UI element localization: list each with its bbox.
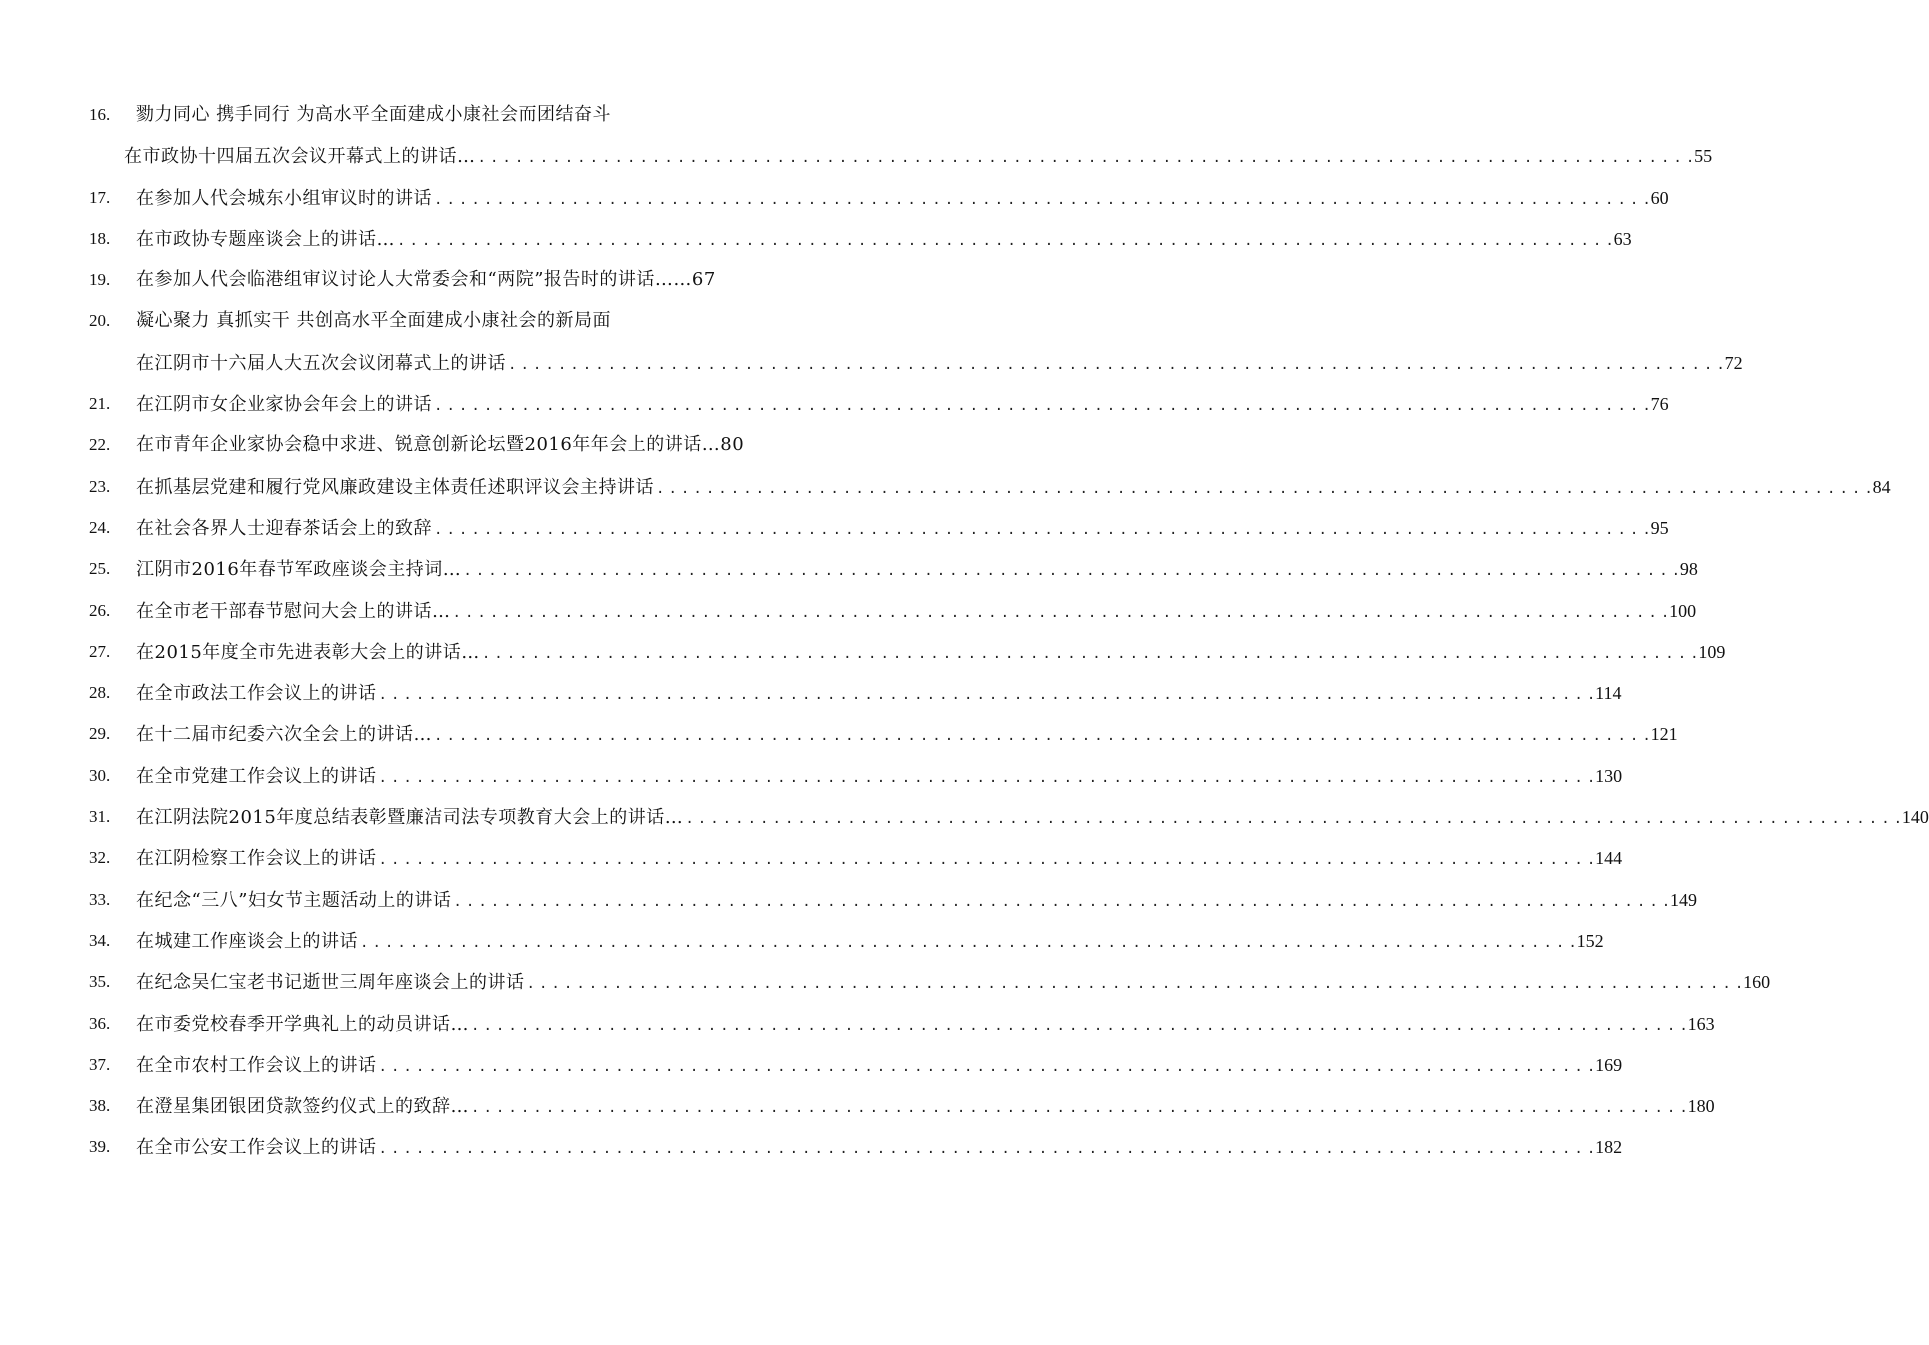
toc-entry-title: 在江阴法院2015年度总结表彰暨廉洁司法专项教育大会上的讲话… — [136, 807, 684, 829]
toc-entry-title: 在全市公安工作会议上的讲话 — [136, 1137, 377, 1159]
dot-leader — [527, 972, 1742, 996]
dot-leader — [434, 724, 1649, 748]
toc-entry-title: 在参加人代会临港组审议讨论人大常委会和“两院”报告时的讲话……67 — [136, 269, 716, 291]
table-of-contents — [0, 96, 1929, 1170]
dot-leader — [434, 394, 1649, 418]
toc-entry-number: 39. — [89, 1137, 111, 1157]
toc-entry — [0, 963, 1771, 1004]
toc-entry — [0, 592, 1697, 633]
toc-entry — [0, 468, 1891, 509]
toc-entry-line — [124, 144, 1713, 170]
dot-leader — [471, 1096, 1686, 1120]
toc-entry-number: 25. — [89, 559, 111, 579]
toc-entry-title: 在全市政法工作会议上的讲话 — [136, 683, 377, 705]
toc-entry — [0, 96, 950, 137]
toc-entry-title: 在市委党校春季开学典礼上的动员讲话… — [136, 1013, 469, 1035]
toc-entry-title: 江阴市2016年春节军政座谈会主持词… — [136, 559, 462, 581]
toc-entry — [0, 426, 950, 467]
toc-entry — [0, 633, 1726, 674]
toc-entry-page-number: 63 — [1613, 228, 1632, 249]
toc-entry-title: 凝心聚力 真抓实干 共创高水平全面建成小康社会的新局面 — [136, 310, 611, 332]
toc-entry-number: 19. — [89, 270, 111, 290]
toc-entry — [0, 509, 1669, 550]
dot-leader — [478, 146, 1693, 170]
toc-entry-title: 在社会各界人士迎春茶话会上的致辞 — [136, 517, 432, 539]
toc-entry-title: 在全市党建工作会议上的讲话 — [136, 765, 377, 787]
toc-entry-number: 16. — [89, 105, 111, 124]
toc-entry-title: 勠力同心 携手同行 为高水平全面建成小康社会而团结奋斗 — [136, 104, 611, 125]
toc-entry-line — [136, 268, 858, 292]
toc-entry-page-number: 109 — [1698, 641, 1726, 662]
toc-entry-number: 17. — [89, 187, 111, 207]
toc-entry — [0, 839, 1623, 880]
toc-entry-line — [136, 722, 1678, 748]
dot-leader — [397, 229, 1612, 253]
dot-leader — [453, 890, 1668, 914]
toc-entry-line — [136, 1135, 1623, 1161]
toc-entry-page-number: 152 — [1576, 930, 1604, 951]
toc-entry — [0, 302, 950, 343]
toc-entry-page-number: 95 — [1650, 517, 1669, 538]
toc-entry-page-number: 60 — [1650, 187, 1669, 208]
toc-entry-line — [136, 516, 1669, 542]
toc-entry — [0, 757, 1623, 798]
toc-entry-number: 27. — [89, 641, 111, 661]
toc-entry — [0, 1005, 1715, 1046]
toc-entry-number: 23. — [89, 476, 111, 496]
toc-entry — [0, 1087, 1715, 1128]
toc-entry-line — [136, 309, 858, 333]
dot-leader — [656, 477, 1871, 501]
toc-entry-number: 37. — [89, 1054, 111, 1074]
toc-entry-line — [136, 681, 1622, 707]
toc-entry-number: 28. — [89, 683, 111, 703]
toc-entry-title: 在纪念“三八”妇女节主题活动上的讲话 — [136, 889, 452, 911]
toc-entry-title: 在澄星集团银团贷款签约仪式上的致辞… — [136, 1096, 469, 1118]
dot-leader — [453, 601, 1668, 625]
toc-entry-title: 在江阴市女企业家协会年会上的讲话 — [136, 394, 432, 416]
toc-entry-number: 29. — [89, 724, 111, 744]
dot-leader — [434, 188, 1649, 212]
toc-entry-title: 在江阴检察工作会议上的讲话 — [136, 848, 377, 870]
toc-entry-number: 38. — [89, 1096, 111, 1116]
toc-entry-title: 在市政协专题座谈会上的讲话… — [136, 228, 395, 250]
toc-entry-number: 30. — [89, 765, 111, 785]
toc-entry — [0, 550, 1698, 591]
toc-entry-page-number: 121 — [1650, 724, 1678, 745]
toc-entry-page-number: 149 — [1670, 889, 1698, 910]
toc-entry-line — [136, 103, 858, 127]
toc-entry-line — [136, 1053, 1623, 1079]
toc-entry-number: 20. — [89, 311, 111, 331]
toc-entry-number: 34. — [89, 930, 111, 950]
toc-entry-page-number: 140 — [1901, 807, 1929, 828]
toc-entry — [0, 179, 1669, 220]
toc-entry-line — [136, 392, 1669, 418]
toc-entry — [0, 881, 1698, 922]
toc-entry-page-number: 100 — [1669, 600, 1697, 621]
toc-entry-page-number: 180 — [1687, 1096, 1715, 1117]
toc-entry-line — [136, 846, 1623, 872]
toc-entry — [0, 922, 1604, 963]
toc-entry-title: 在江阴市十六届人大五次会议闭幕式上的讲话 — [136, 352, 506, 374]
toc-entry — [0, 137, 1713, 178]
toc-entry-page-number: 130 — [1595, 765, 1623, 786]
toc-entry-page-number: 144 — [1595, 848, 1623, 869]
toc-entry-number: 33. — [89, 889, 111, 909]
toc-entry-page-number: 163 — [1687, 1013, 1715, 1034]
toc-entry-line — [136, 888, 1698, 914]
toc-entry-page-number: 169 — [1595, 1054, 1623, 1075]
toc-entry-number: 24. — [89, 517, 111, 537]
toc-entry-line — [136, 970, 1771, 996]
toc-entry-line — [136, 1012, 1715, 1038]
dot-leader — [379, 1137, 1594, 1161]
toc-entry-number: 22. — [89, 435, 111, 455]
toc-entry-number: 36. — [89, 1013, 111, 1033]
toc-entry-page-number: 114 — [1595, 683, 1622, 704]
toc-entry — [0, 220, 1632, 261]
toc-entry — [0, 1046, 1623, 1087]
toc-entry-title: 在抓基层党建和履行党风廉政建设主体责任述职评议会主持讲话 — [136, 476, 654, 498]
toc-entry-page-number: 72 — [1724, 352, 1743, 373]
toc-entry-page-number: 55 — [1694, 146, 1713, 167]
toc-entry-page-number: 98 — [1679, 559, 1698, 580]
toc-entry-line — [136, 599, 1697, 625]
toc-entry-number: 31. — [89, 807, 111, 827]
toc-entry-line — [136, 640, 1726, 666]
toc-entry — [0, 674, 1622, 715]
dot-leader — [434, 518, 1649, 542]
toc-entry-number: 35. — [89, 972, 111, 992]
dot-leader — [379, 848, 1594, 872]
toc-entry — [0, 261, 950, 302]
toc-entry-line — [136, 805, 1929, 831]
dot-leader — [360, 931, 1575, 955]
toc-entry-line — [136, 351, 1743, 377]
toc-entry — [0, 344, 1743, 385]
toc-entry-page-number: 182 — [1595, 1137, 1623, 1158]
toc-entry-title: 在纪念吴仁宝老书记逝世三周年座谈会上的讲话 — [136, 972, 525, 994]
dot-leader — [508, 353, 1723, 377]
toc-entry-title: 在全市老干部春节慰问大会上的讲话… — [136, 600, 451, 622]
toc-entry-number: 21. — [89, 394, 111, 414]
toc-entry-line — [136, 186, 1669, 212]
toc-entry-line — [136, 929, 1604, 955]
toc-entry-page-number: 160 — [1743, 972, 1771, 993]
toc-entry-line — [136, 764, 1623, 790]
dot-leader — [685, 807, 1900, 831]
toc-entry-title: 在全市农村工作会议上的讲话 — [136, 1054, 377, 1076]
dot-leader — [379, 683, 1594, 707]
toc-entry-line — [136, 433, 858, 457]
toc-entry-line — [136, 227, 1632, 253]
dot-leader — [463, 559, 1678, 583]
dot-leader — [482, 642, 1697, 666]
toc-entry-line — [136, 475, 1891, 501]
toc-entry-title: 在市政协十四届五次会议开幕式上的讲话… — [124, 146, 476, 168]
toc-entry-number: 32. — [89, 848, 111, 868]
toc-entry — [0, 1128, 1623, 1169]
toc-entry — [0, 715, 1678, 756]
toc-entry-title: 在城建工作座谈会上的讲话 — [136, 930, 358, 952]
toc-entry-page-number: 76 — [1650, 394, 1669, 415]
dot-leader — [379, 1055, 1594, 1079]
toc-entry-page-number: 84 — [1872, 476, 1891, 497]
toc-entry-title: 在十二届市纪委六次全会上的讲话… — [136, 724, 432, 746]
toc-entry — [0, 798, 1929, 839]
dot-leader — [471, 1014, 1686, 1038]
toc-entry-number: 18. — [89, 228, 111, 248]
toc-entry-line — [136, 557, 1698, 583]
dot-leader — [379, 766, 1594, 790]
toc-entry-title: 在2015年度全市先进表彰大会上的讲话… — [136, 641, 480, 663]
toc-entry — [0, 385, 1669, 426]
toc-entry-line — [136, 1094, 1715, 1120]
toc-entry-title: 在市青年企业家协会稳中求进、锐意创新论坛暨2016年年会上的讲话…80 — [136, 434, 745, 456]
toc-entry-number: 26. — [89, 600, 111, 620]
toc-entry-title: 在参加人代会城东小组审议时的讲话 — [136, 187, 432, 209]
